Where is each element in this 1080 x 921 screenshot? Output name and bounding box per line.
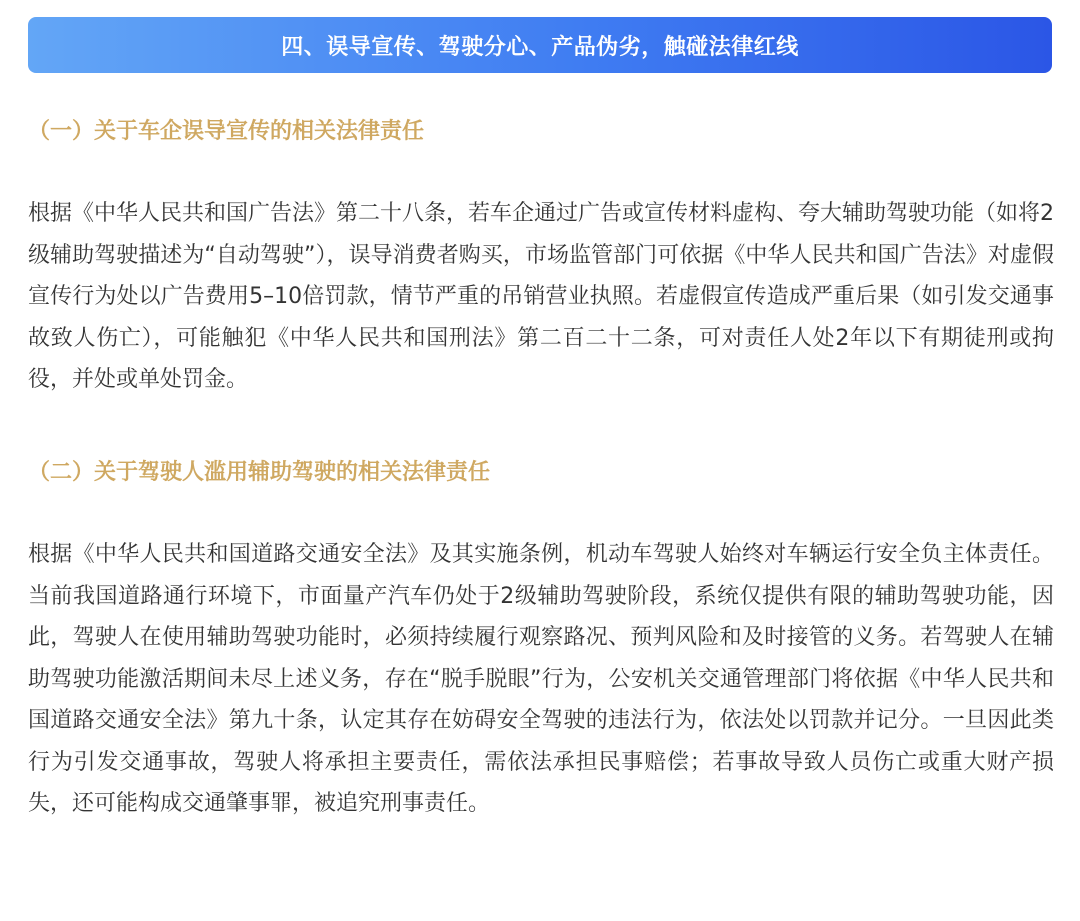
section-heading-misleading-ads: （一）关于车企误导宣传的相关法律责任	[28, 119, 425, 144]
section-banner	[28, 17, 1052, 73]
section-heading-driver-misuse: （二）关于驾驶人滥用辅助驾驶的相关法律责任	[28, 460, 491, 485]
paragraph-misleading-ads: 根据《中华人民共和国广告法》第二十八条，若车企通过广告或宣传材料虚构、夸大辅助驾驶功能（如将2级辅助驾驶描述为“自动驾驶”），误导消费者购买，市场监管部门可依据《中华人民共和国广告法》对虚假宣传行为处以广告费用5–10倍罚款，情节严重的吊销营业执照。若虚假宣传造成严重后果（如引发交通事故致人伤亡），可能触犯《中华人民共和国刑法》第二百二十二条，可对责任人处2年以下有期徒刑或拘役，并处或单处罚金。	[28, 201, 1055, 392]
banner-title: 四、误导宣传、驾驶分心、产品伪劣，触碰法律红线	[281, 34, 799, 60]
paragraph-driver-misuse: 根据《中华人民共和国道路交通安全法》及其实施条例，机动车驾驶人始终对车辆运行安全负主体责任。当前我国道路通行环境下，市面量产汽车仍处于2级辅助驾驶阶段，系统仅提供有限的辅助驾驶功能，因此，驾驶人在使用辅助驾驶功能时，必须持续履行观察路况、预判风险和及时接管的义务。若驾驶人在辅助驾驶功能激活期间未尽上述义务，存在“脱手脱眼”行为，公安机关交通管理部门将依据《中华人民共和国道路交通安全法》第九十条，认定其存在妨碍安全驾驶的违法行为，依法处以罚款并记分。一旦因此类行为引发交通事故，驾驶人将承担主要责任，需依法承担民事赔偿；若事故导致人员伤亡或重大财产损失，还可能构成交通肇事罪，被追究刑事责任。	[28, 542, 1054, 816]
